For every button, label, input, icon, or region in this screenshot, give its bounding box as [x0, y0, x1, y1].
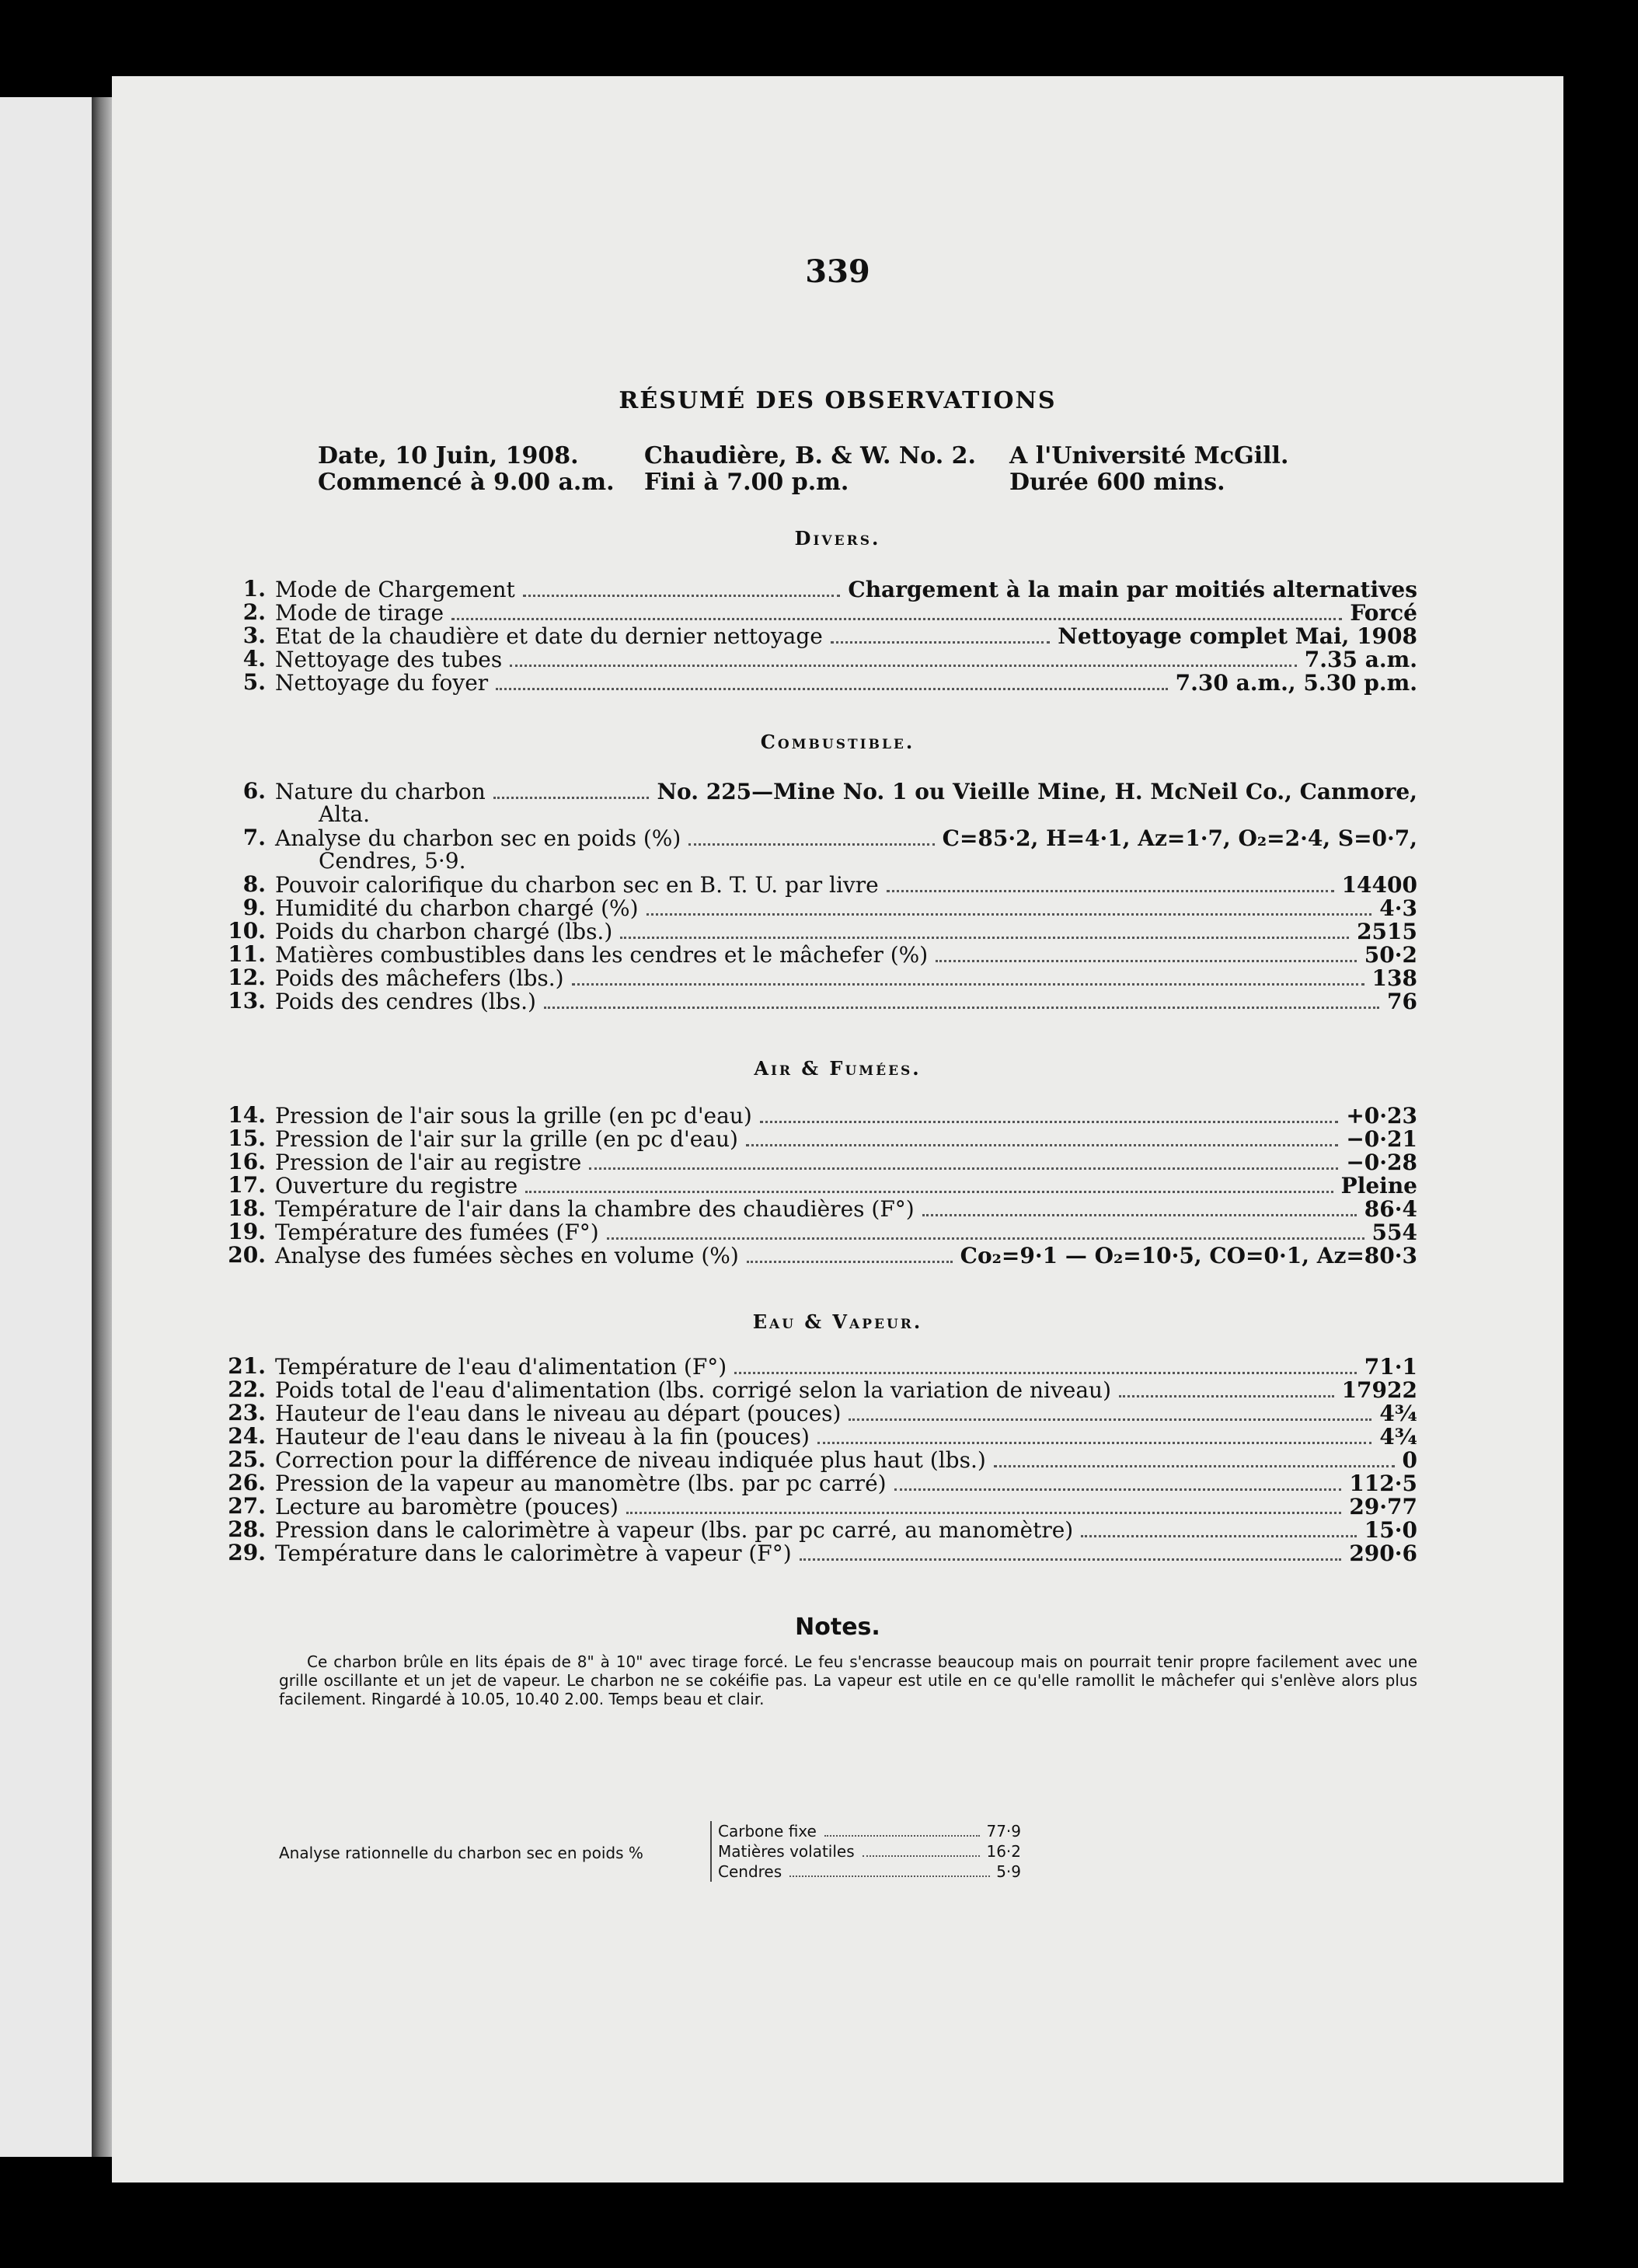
row-number: 22. [228, 1377, 266, 1402]
row-value: 29·77 [1349, 1494, 1417, 1520]
row-value: 138 [1371, 965, 1417, 991]
rows-eau [228, 1353, 1417, 1566]
row-value: −0·28 [1346, 1150, 1417, 1175]
row-value: 112·5 [1349, 1471, 1417, 1496]
leader-dots [831, 624, 1050, 644]
table-row [228, 1400, 1417, 1426]
row-label: Ouverture du registre [275, 1173, 518, 1199]
row-number: 6. [242, 778, 266, 804]
table-row [228, 1102, 1417, 1129]
table-row [228, 988, 1417, 1014]
leader-dots [510, 647, 1297, 667]
leader-dots [544, 989, 1379, 1009]
row-label: Température de l'air dans la chambre des chaudières (F°) [275, 1196, 915, 1222]
section-heading-combustible: Combustible. [760, 731, 915, 753]
row-value: 290·6 [1349, 1540, 1417, 1566]
leader-dots [760, 1104, 1339, 1123]
leader-dots [922, 1197, 1357, 1216]
row-label: Analyse du charbon sec en poids (%) [275, 825, 681, 851]
table-row [228, 1493, 1417, 1520]
table-row [228, 965, 1417, 991]
leader-dots [496, 671, 1167, 690]
left-page-edge [0, 97, 92, 2157]
leader-dots [800, 1541, 1342, 1561]
header-col-date: Date, 10 Juin, 1908. Commencé à 9.00 a.m. [318, 442, 615, 496]
row-value: 0 [1402, 1447, 1417, 1473]
row-value: 4·3 [1379, 895, 1417, 921]
row-number: 3. [242, 623, 266, 648]
leader-dots [589, 1150, 1338, 1170]
leader-dots [607, 1220, 1364, 1240]
analysis-item-label: Carbone fixe [718, 1822, 817, 1841]
row-label: Pression dans le calorimètre à vapeur (lbs. par pc carré, au manomètre) [275, 1517, 1074, 1543]
row-label: Pression de l'air au registre [275, 1150, 582, 1175]
table-row [228, 1219, 1417, 1245]
row-value: +0·23 [1346, 1103, 1417, 1129]
row-value: 76 [1387, 989, 1417, 1014]
row-label: Pression de la vapeur au manomètre (lbs. par pc carré) [275, 1471, 887, 1496]
table-row [228, 1149, 1417, 1175]
leader-dots [620, 919, 1349, 939]
row-number: 15. [228, 1125, 266, 1151]
table-row [228, 918, 1417, 944]
row-value: 15·0 [1364, 1517, 1417, 1543]
row-label: Mode de tirage [275, 600, 444, 626]
notes-title: Notes. [795, 1614, 880, 1641]
page-number: 339 [805, 253, 870, 290]
analysis-item-value: 5·9 [996, 1862, 1021, 1881]
row-label: Humidité du charbon chargé (%) [275, 895, 639, 921]
page-title: RÉSUMÉ DES OBSERVATIONS [619, 387, 1057, 414]
rows-air [228, 1102, 1417, 1268]
leader-dots [626, 1495, 1341, 1514]
row-number: 12. [228, 965, 266, 990]
analysis-item-label: Matières volatiles [718, 1842, 855, 1861]
row-number: 2. [242, 599, 266, 625]
row-label: Poids des cendres (lbs.) [275, 989, 536, 1014]
leader-dots [646, 896, 1372, 916]
table-row [228, 1470, 1417, 1496]
leader-dots [1081, 1518, 1357, 1537]
row-value: C=85·2, H=4·1, Az=1·7, O₂=2·4, S=0·7, [942, 825, 1417, 851]
leader-dots [824, 1823, 981, 1837]
row-value: 7.35 a.m. [1304, 647, 1417, 672]
header-col-location: A l'Université McGill. Durée 600 mins. [1009, 442, 1289, 496]
analysis-item-label: Cendres [718, 1862, 782, 1881]
row-number: 16. [228, 1149, 266, 1174]
table-row [242, 871, 1417, 898]
row-value: 50·2 [1364, 942, 1417, 968]
row-number: 10. [228, 918, 266, 944]
analysis-row [718, 1862, 1021, 1882]
leader-dots [849, 1401, 1371, 1421]
row-number: 27. [228, 1493, 266, 1519]
table-row [228, 1446, 1417, 1473]
row-number: 29. [228, 1540, 266, 1565]
table-row [228, 1377, 1417, 1403]
row-label: Matières combustibles dans les cendres et le mâchefer (%) [275, 942, 929, 968]
row-continuation: Alta. [319, 801, 371, 827]
leader-dots [894, 1471, 1342, 1491]
row-label: Pouvoir calorifique du charbon sec en B. T. U. par livre [275, 872, 879, 898]
row-value: Co₂=9·1 — O₂=10·5, CO=0·1, Az=80·3 [960, 1243, 1417, 1268]
row-value: Nettoyage complet Mai, 1908 [1058, 623, 1417, 649]
row-value: Forcé [1350, 600, 1417, 626]
analysis-list [710, 1821, 1021, 1882]
row-value: 4¾ [1379, 1424, 1417, 1450]
row-number: 8. [242, 871, 266, 897]
leader-dots [817, 1425, 1371, 1444]
row-label: Poids total de l'eau d'alimentation (lbs. corrigé selon la variation de niveau) [275, 1377, 1112, 1403]
analysis-label: Analyse rationnelle du charbon sec en poids % [279, 1844, 643, 1862]
table-row [242, 669, 1417, 696]
row-label: Poids du charbon chargé (lbs.) [275, 919, 613, 944]
table-row [242, 623, 1417, 649]
row-label: Hauteur de l'eau dans le niveau à la fin (pouces) [275, 1424, 810, 1450]
row-label: Poids des mâchefers (lbs.) [275, 965, 564, 991]
row-number: 26. [228, 1470, 266, 1495]
row-label: Mode de Chargement [275, 577, 515, 602]
document-page [112, 76, 1563, 2183]
row-value: 71·1 [1364, 1354, 1417, 1380]
row-label: Température des fumées (F°) [275, 1219, 599, 1245]
row-number: 20. [228, 1242, 266, 1268]
leader-dots [994, 1448, 1395, 1467]
leader-dots [887, 873, 1334, 892]
table-row [242, 599, 1417, 626]
leader-dots [747, 1244, 953, 1263]
row-number: 4. [242, 646, 266, 672]
row-number: 13. [228, 988, 266, 1014]
leader-dots [746, 1127, 1338, 1146]
row-value: 2515 [1357, 919, 1417, 944]
row-value: −0·21 [1346, 1126, 1417, 1152]
row-value: Chargement à la main par moitiés alternatives [848, 577, 1417, 602]
row-label: Lecture au baromètre (pouces) [275, 1494, 619, 1520]
table-row [242, 646, 1417, 672]
table-row [228, 941, 1417, 968]
leader-dots [734, 1355, 1357, 1374]
row-label: Nature du charbon [275, 779, 486, 804]
table-row [228, 1423, 1417, 1450]
table-row [242, 778, 1417, 804]
row-label: Correction pour la différence de niveau indiquée plus haut (lbs.) [275, 1447, 986, 1473]
leader-dots [525, 1174, 1333, 1193]
rows-divers [242, 576, 1417, 696]
leader-dots [936, 943, 1357, 962]
header-col-boiler: Chaudière, B. & W. No. 2. Fini à 7.00 p.m. [644, 442, 976, 496]
leader-dots [572, 966, 1364, 986]
table-row [228, 1540, 1417, 1566]
row-label: Nettoyage du foyer [275, 670, 489, 696]
leader-dots [451, 601, 1342, 620]
row-number: 28. [228, 1516, 266, 1542]
row-label: Température dans le calorimètre à vapeur (F°) [275, 1540, 792, 1566]
row-number: 11. [228, 941, 266, 967]
row-label: Pression de l'air sur la grille (en pc d'eau) [275, 1126, 738, 1152]
table-row [228, 1353, 1417, 1380]
row-number: 19. [228, 1219, 266, 1244]
row-number: 18. [228, 1195, 266, 1221]
row-value: No. 225—Mine No. 1 ou Vieille Mine, H. McNeil Co., Canmore, [657, 779, 1417, 804]
analysis-item-value: 77·9 [986, 1822, 1021, 1841]
leader-dots [789, 1863, 990, 1877]
row-value: 554 [1371, 1219, 1417, 1245]
table-row [228, 1172, 1417, 1199]
row-label: Pression de l'air sous la grille (en pc d'eau) [275, 1103, 752, 1129]
analysis-item-value: 16·2 [986, 1842, 1021, 1861]
table-row [242, 825, 1417, 851]
leader-dots [523, 577, 841, 597]
leader-dots [863, 1843, 981, 1857]
row-number: 25. [228, 1446, 266, 1472]
row-number: 1. [242, 576, 266, 602]
table-row [228, 1125, 1417, 1152]
row-value: 17922 [1341, 1377, 1417, 1403]
table-row [242, 895, 1417, 921]
row-number: 9. [242, 895, 266, 920]
table-row [242, 576, 1417, 602]
row-label: Nettoyage des tubes [275, 647, 503, 672]
section-heading-divers: Divers. [794, 527, 881, 550]
row-value: 14400 [1341, 872, 1417, 898]
section-heading-eau: Eau & Vapeur. [752, 1310, 923, 1333]
leader-dots [1119, 1378, 1334, 1397]
row-number: 21. [228, 1353, 266, 1379]
row-number: 23. [228, 1400, 266, 1425]
row-number: 24. [228, 1423, 266, 1449]
row-value: 86·4 [1364, 1196, 1417, 1222]
row-continuation: Cendres, 5·9. [319, 848, 466, 874]
row-label: Analyse des fumées sèches en volume (%) [275, 1243, 739, 1268]
analysis-row [718, 1821, 1021, 1841]
row-label: Etat de la chaudière et date du dernier nettoyage [275, 623, 823, 649]
analysis-row [718, 1841, 1021, 1862]
table-row [228, 1195, 1417, 1222]
leader-dots [688, 826, 934, 846]
row-value: 7.30 a.m., 5.30 p.m. [1175, 670, 1417, 696]
book-spine [92, 97, 112, 2157]
row-number: 14. [228, 1102, 266, 1128]
row-label: Température de l'eau d'alimentation (F°) [275, 1354, 727, 1380]
leader-dots [493, 780, 650, 799]
row-number: 17. [228, 1172, 266, 1198]
section-heading-air: Air & Fumées. [754, 1057, 922, 1080]
row-label: Hauteur de l'eau dans le niveau au départ (pouces) [275, 1401, 842, 1426]
row-value: Pleine [1340, 1173, 1417, 1199]
row-number: 7. [242, 825, 266, 850]
table-row [228, 1242, 1417, 1268]
table-row [228, 1516, 1417, 1543]
row-number: 5. [242, 669, 266, 695]
rows-combustible [228, 778, 1417, 1014]
row-value: 4¾ [1379, 1401, 1417, 1426]
notes-text: Ce charbon brûle en lits épais de 8" à 10" avec tirage forcé. Le feu s'encrasse beaucoup mais on pourrait tenir propre facilement avec une grille oscillante et un jet de vapeur. Le charbon ne se cokéifie pas. La vapeur est utile en ce qu'elle ramollit le mâchefer qui s'enlève alors plus facilement. Ringardé à 10.05, 10.40 2.00. Temps beau et clair. [279, 1652, 1417, 1708]
